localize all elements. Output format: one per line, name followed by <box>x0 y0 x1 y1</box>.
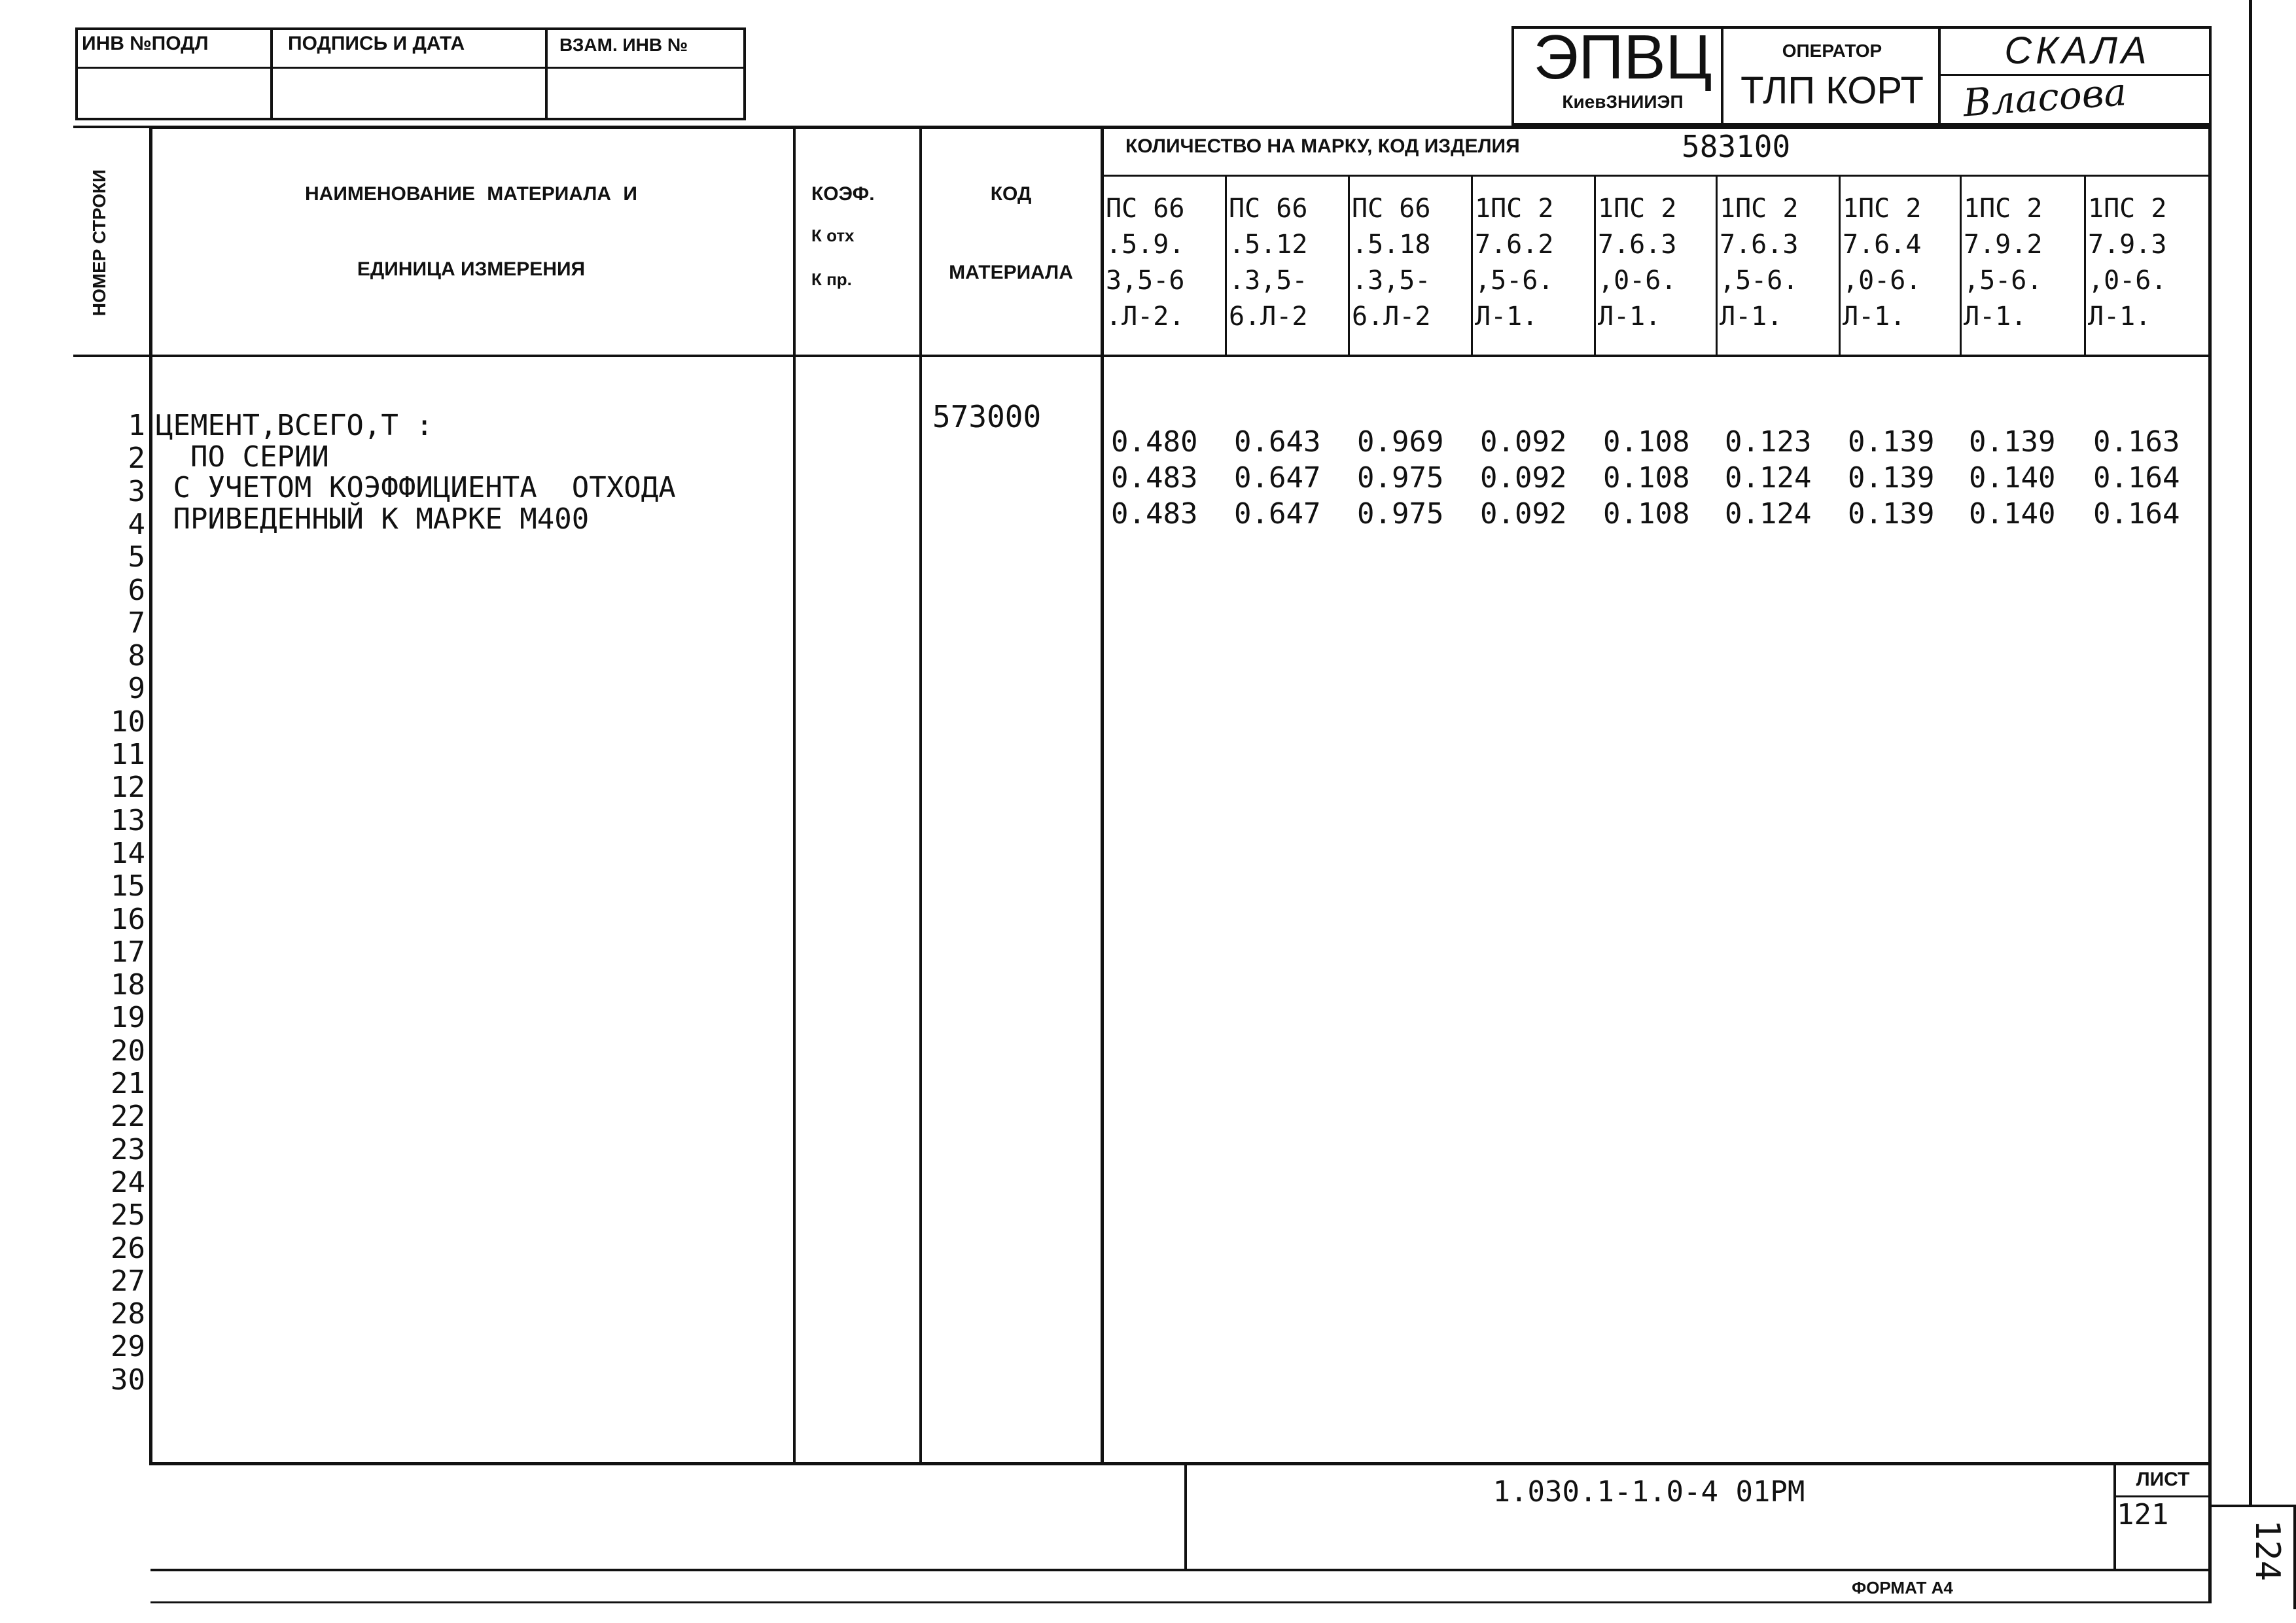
product-header-line: .5.12 <box>1229 230 1308 260</box>
value-cell: 0.140 <box>1969 497 2056 531</box>
product-header-7 <box>1843 191 1921 335</box>
product-header-5 <box>1598 191 1676 335</box>
product-header-line: 7.6.3 <box>1720 230 1799 260</box>
value-cell: 0.124 <box>1725 461 1812 495</box>
row-number: 11 <box>111 738 145 771</box>
row-number: 21 <box>111 1067 145 1100</box>
row-number: 26 <box>111 1231 145 1265</box>
value-cell: 0.139 <box>1848 461 1935 495</box>
product-header-line: 7.6.2 <box>1475 230 1554 260</box>
row-number: 25 <box>111 1198 145 1232</box>
product-code: 583100 <box>1682 129 1791 164</box>
value-cell: 0.092 <box>1480 461 1567 495</box>
material-code: 573000 <box>932 399 1042 434</box>
value-cell: 0.108 <box>1603 425 1690 459</box>
row-number: 22 <box>111 1100 145 1134</box>
row-number: 23 <box>111 1132 145 1166</box>
value-cell: 0.123 <box>1725 425 1812 459</box>
row-number: 28 <box>111 1297 145 1331</box>
value-cell: 0.140 <box>1969 461 2056 495</box>
row-number: 10 <box>111 705 145 739</box>
product-header-line: Л-1. <box>1598 302 1661 332</box>
value-cell: 0.975 <box>1357 497 1444 531</box>
product-header-line: Л-1. <box>1475 302 1538 332</box>
row-numbers <box>92 410 145 1424</box>
product-header-line: 1ПС 2 <box>1964 194 2043 224</box>
row-number: 12 <box>111 771 145 805</box>
product-header-3 <box>1352 191 1430 335</box>
product-header-line: .5.18 <box>1352 230 1431 260</box>
product-header-line: 1ПС 2 <box>1843 194 1922 224</box>
value-cell: 0.647 <box>1234 461 1321 495</box>
material-name-label-2: ЕДИНИЦА ИЗМЕРЕНИЯ <box>357 258 586 280</box>
product-header-line: .Л-2. <box>1106 302 1185 332</box>
row-number: 19 <box>111 1001 145 1035</box>
product-header-line: ПС 66 <box>1352 194 1431 224</box>
material-line-1: ЦЕМЕНТ,ВСЕГО,Т : <box>156 409 433 442</box>
coef-label-3: К пр. <box>811 270 852 289</box>
product-header-line: Л-1. <box>1843 302 1906 332</box>
document-code: 1.030.1-1.0-4 01РМ <box>1492 1475 1805 1509</box>
quantity-label: КОЛИЧЕСТВО НА МАРКУ, КОД ИЗДЕЛИЯ <box>1125 135 1520 157</box>
coef-label-1: КОЭФ. <box>811 183 875 205</box>
value-cell: 0.124 <box>1725 497 1812 531</box>
row-number: 5 <box>128 540 145 574</box>
row-number: 7 <box>128 606 145 640</box>
org-main: ЭПВЦ <box>1533 22 1712 92</box>
row-number: 8 <box>128 639 145 673</box>
operator-value: ТЛП КОРТ <box>1740 69 1924 112</box>
product-header-line: ,5-6. <box>1720 266 1799 296</box>
product-header-line: Л-1. <box>1964 302 2027 332</box>
value-cell: 0.480 <box>1111 425 1198 459</box>
value-cell: 0.975 <box>1357 461 1444 495</box>
product-header-line: Л-1. <box>1720 302 1783 332</box>
product-header-line: 1ПС 2 <box>1598 194 1677 224</box>
product-header-line: ,0-6. <box>1843 266 1922 296</box>
product-header-line: 3,5-6 <box>1106 266 1185 296</box>
product-header-line: ,5-6. <box>1475 266 1554 296</box>
product-header-line: 7.6.3 <box>1598 230 1677 260</box>
row-number: 3 <box>128 474 145 508</box>
product-header-line: ПС 66 <box>1229 194 1308 224</box>
product-header-line: ПС 66 <box>1106 194 1185 224</box>
value-cell: 0.139 <box>1848 425 1935 459</box>
product-header-line: .5.9. <box>1106 230 1185 260</box>
row-number: 13 <box>111 803 145 837</box>
product-header-2 <box>1229 191 1307 335</box>
value-cell: 0.164 <box>2093 497 2180 531</box>
row-number: 18 <box>111 968 145 1002</box>
value-cell: 0.164 <box>2093 461 2180 495</box>
vzam-inv-label: ВЗАМ. ИНВ № <box>559 35 688 55</box>
material-line-2: ПО СЕРИИ <box>156 440 329 474</box>
product-header-line: 6.Л-2 <box>1229 302 1308 332</box>
code-label-1: КОД <box>990 183 1032 205</box>
row-number: 30 <box>111 1363 145 1397</box>
product-header-9 <box>2088 191 2166 335</box>
value-cell: 0.092 <box>1480 497 1567 531</box>
signature-date-label: ПОДПИСЬ И ДАТА <box>288 33 465 54</box>
row-number-label: НОМЕР СТРОКИ <box>89 169 109 317</box>
material-line-3: С УЧЕТОМ КОЭФФИЦИЕНТА ОТХОДА <box>156 471 676 504</box>
row-number: 9 <box>128 672 145 706</box>
product-header-8 <box>1964 191 2042 335</box>
row-number: 14 <box>111 836 145 870</box>
value-cell: 0.139 <box>1969 425 2056 459</box>
value-cell: 0.647 <box>1234 497 1321 531</box>
row-number: 27 <box>111 1264 145 1298</box>
signature: Власова <box>1962 69 2128 126</box>
product-header-line: .3,5- <box>1352 266 1431 296</box>
product-header-6 <box>1720 191 1798 335</box>
value-cell: 0.092 <box>1480 425 1567 459</box>
row-number: 1 <box>128 409 145 442</box>
value-cell: 0.139 <box>1848 497 1935 531</box>
operator-label: ОПЕРАТОР <box>1782 41 1882 61</box>
product-header-1 <box>1106 191 1184 335</box>
product-header-line: 1ПС 2 <box>1475 194 1554 224</box>
row-number: 6 <box>128 573 145 607</box>
material-line-4: ПРИВЕДЕННЫЙ К МАРКЕ М400 <box>156 502 590 536</box>
product-header-line: 1ПС 2 <box>1720 194 1799 224</box>
code-label-2: МАТЕРИАЛА <box>949 262 1073 283</box>
product-header-line: ,5-6. <box>1964 266 2043 296</box>
row-number: 20 <box>111 1034 145 1068</box>
value-cell: 0.483 <box>1111 497 1198 531</box>
product-header-line: 6.Л-2 <box>1352 302 1431 332</box>
row-number: 2 <box>128 442 145 476</box>
product-header-line: 7.9.2 <box>1964 230 2043 260</box>
product-header-line: 7.9.3 <box>2088 230 2167 260</box>
product-header-line: ,0-6. <box>2088 266 2167 296</box>
product-header-line: .3,5- <box>1229 266 1308 296</box>
product-header-line: Л-1. <box>2088 302 2151 332</box>
row-number: 4 <box>128 507 145 541</box>
org-sub: КиевЗНИИЭП <box>1562 92 1684 112</box>
format-label: ФОРМАТ А4 <box>1852 1578 1953 1597</box>
value-cell: 0.643 <box>1234 425 1321 459</box>
material-lines <box>156 410 784 534</box>
inv-podl-label: ИНВ №ПОДЛ <box>82 33 209 54</box>
sheet-label: ЛИСТ <box>2136 1469 2190 1490</box>
sheet-number: 121 <box>2117 1498 2169 1531</box>
row-number: 17 <box>111 935 145 969</box>
row-number: 16 <box>111 902 145 936</box>
value-cell: 0.969 <box>1357 425 1444 459</box>
product-header-line: 1ПС 2 <box>2088 194 2167 224</box>
material-name-label-1: НАИМЕНОВАНИЕ МАТЕРИАЛА И <box>304 183 637 205</box>
row-number: 24 <box>111 1165 145 1199</box>
system-name: СКАЛА <box>2004 29 2151 72</box>
row-number: 15 <box>111 869 145 903</box>
value-cell: 0.483 <box>1111 461 1198 495</box>
value-cell: 0.108 <box>1603 461 1690 495</box>
page-number: 124 <box>2248 1520 2287 1581</box>
product-header-line: ,0-6. <box>1598 266 1677 296</box>
value-cell: 0.163 <box>2093 425 2180 459</box>
coef-label-2: К отх <box>811 226 855 245</box>
product-header-line: 7.6.4 <box>1843 230 1922 260</box>
value-cell: 0.108 <box>1603 497 1690 531</box>
product-header-4 <box>1475 191 1553 335</box>
row-number: 29 <box>111 1330 145 1364</box>
